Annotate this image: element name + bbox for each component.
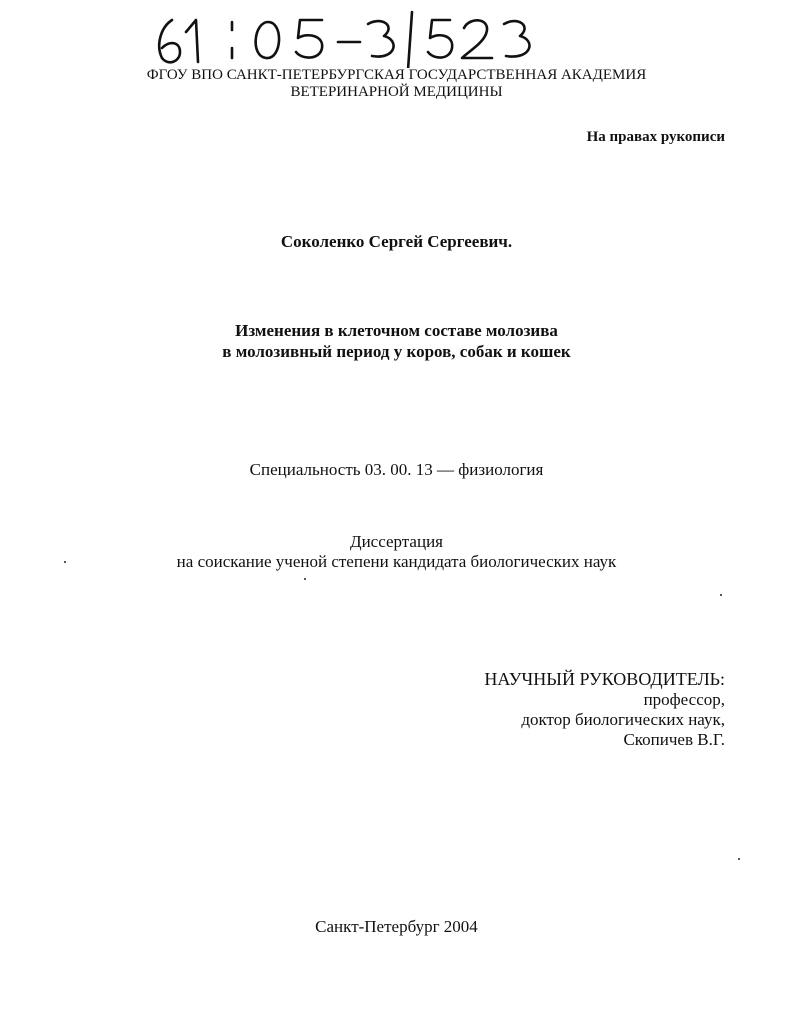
city-year: Санкт-Петербург 2004 [315,917,478,936]
handwritten-archive-number [150,8,550,68]
scan-speck [304,578,306,580]
rights-notice: На правах рукописи [586,129,725,145]
institution-line-1: ФГОУ ВПО САНКТ-ПЕТЕРБУРГСКАЯ ГОСУДАРСТВЕННАЯ АКАДЕМИЯ [146,67,647,83]
scan-speck [64,561,66,563]
supervisor-heading: НАУЧНЫЙ РУКОВОДИТЕЛЬ: [484,669,725,689]
supervisor-name: Скопичев В.Г. [623,730,725,749]
specialty: Специальность 03. 00. 13 — физиология [249,460,544,479]
scan-speck [738,858,740,860]
dissertation-degree: на соискание ученой степени кандидата биологических наук [176,552,617,571]
title-line-2: в молозивный период у коров, собак и кошек [222,342,571,361]
title-line-1: Изменения в клеточном составе молозива [235,321,558,340]
supervisor-degree: доктор биологических наук, [521,710,725,729]
dissertation-label: Диссертация [349,532,443,551]
author-name: Соколенко Сергей Сергеевич. [280,232,513,251]
supervisor-title: профессор, [643,690,725,709]
institution-line-2: ВЕТЕРИНАРНОЙ МЕДИЦИНЫ [290,84,503,100]
scan-speck [720,594,722,596]
